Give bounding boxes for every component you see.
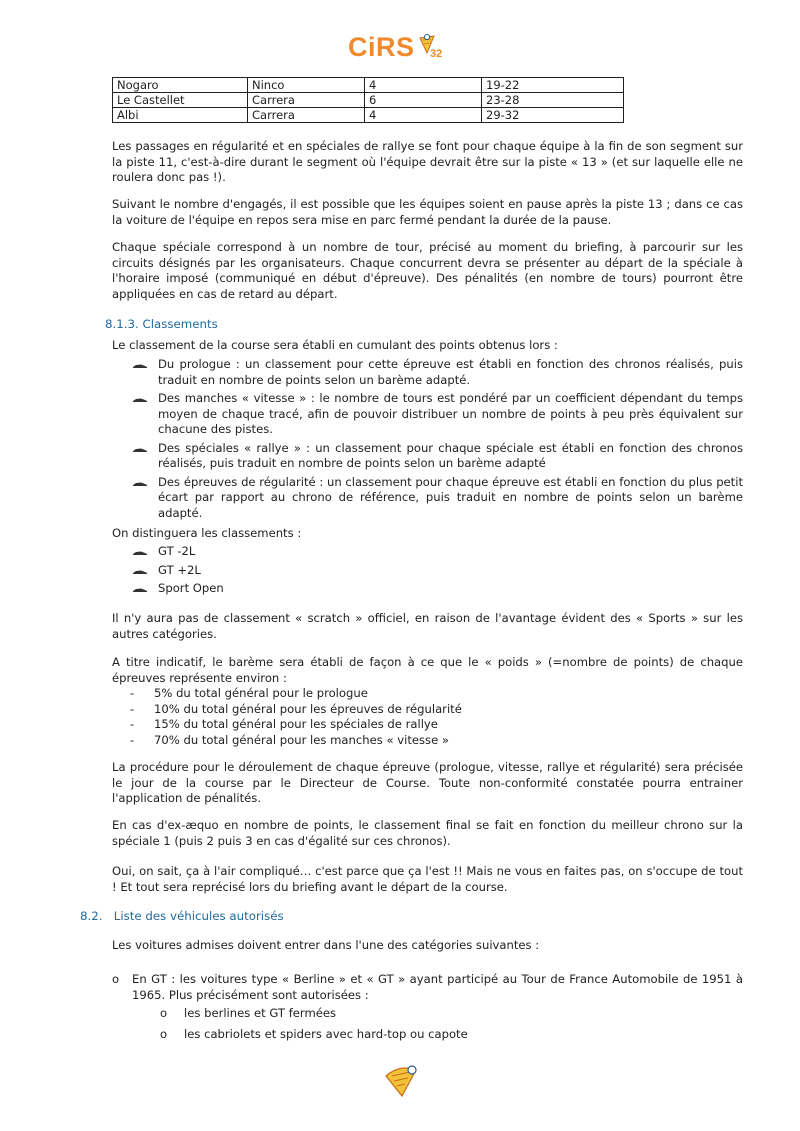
table-cell: Carrera [248, 93, 365, 108]
table-cell: Nogaro [113, 78, 248, 93]
table-cell: Carrera [248, 108, 365, 123]
points-list-item-text: Des spéciales « rallye » : un classement pour chaque spéciale est établi en fonction des chronos réalisés, puis traduit en nombre de points selon un barème adapté [158, 440, 743, 470]
gt-sub-text: les cabriolets et spiders avec hard-top ou capote [184, 1027, 468, 1041]
classes-intro: On distinguera les classements : [112, 526, 302, 540]
paragraph-speciale: Chaque spéciale correspond à un nombre de tour, précisé au moment du briefing, à parcourir sur les circuits désignés par les organisateurs. Chaque concurrent devra se présenter au départ de la spéciale à l'horaire imposé (communiqué en début d'épreuve). Des pénalités (en nombre de tours) pourront être appliquées en cas de retard au départ. [112, 240, 743, 301]
class-list-item [133, 563, 743, 579]
class-list-item-text: Sport Open [158, 581, 224, 595]
gt-sub-item-1 [160, 1006, 720, 1022]
table-row [113, 93, 624, 108]
table-row [113, 78, 624, 93]
section-number: 8.2. [80, 909, 103, 923]
circle-bullet: o [160, 1006, 168, 1020]
table-cell: 6 [365, 93, 482, 108]
paragraph-bareme-intro: A titre indicatif, le barème sera établi de façon à ce que le « poids » (=nombre de points) de chaque épreuves représente environ : [112, 655, 743, 685]
car-bullet-icon [133, 447, 147, 453]
bareme-list-item [130, 686, 462, 702]
car-bullet-icon [133, 363, 147, 369]
section-title: Liste des véhicules autorisés [113, 909, 284, 923]
bareme-item-text: 10% du total général pour les épreuves de régularité [154, 701, 462, 716]
bareme-item-text: 15% du total général pour les spéciales de rallye [154, 717, 438, 731]
points-list-item [133, 475, 743, 522]
class-list-item-text: GT +2L [158, 562, 201, 577]
bareme-list-item [130, 717, 462, 733]
paragraph-pause: Suivant le nombre d'engagés, il est possible que les équipes soient en pause après la piste 13 ; dans ce cas la voiture de l'équipe en repos sera mise en parc fermé pendant la durée de la pause. [112, 197, 743, 227]
bareme-list [130, 686, 462, 748]
bareme-item-text: 5% du total général pour le prologue [154, 686, 368, 700]
circuits-table [112, 77, 624, 123]
bareme-item-text: 70% du total général pour les manches « vitesse » [154, 732, 449, 747]
gt-text: En GT : les voitures type « Berline » et « GT » ayant participé au Tour de France Automobile de 1951 à 1965. Plus précisément sont autorisées : [132, 972, 743, 1002]
table-cell: Albi [113, 108, 248, 123]
table-row [113, 108, 624, 123]
car-bullet-icon [133, 587, 147, 593]
table-cell: 29-32 [482, 108, 624, 123]
table-cell: 4 [365, 108, 482, 123]
section-heading-classements: 8.1.3. Classements [105, 317, 218, 331]
dash-bullet: - [130, 717, 135, 731]
dash-bullet: - [130, 701, 135, 716]
points-list-item [133, 391, 743, 438]
classes-list [133, 544, 743, 600]
paragraph-regularite: Les passages en régularité et en spéciales de rallye se font pour chaque équipe à la fin de son segment sur la piste 11, c'est-à-dire durant le segment où l'équipe devrait être sur la piste « 13 » (et sur laquelle elle ne roulera donc pas !). [112, 139, 743, 184]
table-cell: Le Castellet [113, 93, 248, 108]
points-list-item-text: Des manches « vitesse » : le nombre de tours est pondéré par un coefficient dépendant du temps moyen de chaque tracé, afin de pouvoir distribuer un nombre de points à peu près équivalent sur chacune des pistes. [158, 391, 743, 436]
gt-sub-text: les berlines et GT fermées [184, 1006, 337, 1020]
table-cell: 23-28 [482, 93, 624, 108]
cirs-logo [348, 30, 458, 66]
points-list-item [133, 357, 743, 388]
vehicules-intro: Les voitures admises doivent entrer dans l'une des catégories suivantes : [112, 938, 540, 952]
paragraph-scratch: Il n'y aura pas de classement « scratch » officiel, en raison de l'avantage évident des « Sports » sur les autres catégories. [112, 611, 743, 641]
points-list-item [133, 441, 743, 472]
points-list-item-text: Des épreuves de régularité : un classement pour chaque épreuve est établi en fonction du plus petit écart par rapport au chrono de référence, puis traduit en nombre de points selon un barème adapté. [158, 474, 743, 520]
bareme-list-item [130, 702, 462, 718]
car-bullet-icon [133, 550, 147, 556]
table-cell: 19-22 [482, 78, 624, 93]
logo-text: CiRS [348, 32, 415, 62]
points-list [133, 357, 743, 524]
car-bullet-icon [133, 481, 147, 487]
class-list-item-text: GT -2L [158, 544, 196, 558]
classements-intro: Le classement de la course sera établi en cumulant des points obtenus lors : [112, 338, 558, 352]
car-bullet-icon [133, 397, 147, 403]
table-cell: Ninco [248, 78, 365, 93]
gt-sub-item-2 [160, 1027, 720, 1043]
class-list-item [133, 581, 743, 597]
class-list-item [133, 544, 743, 560]
car-bullet-icon [133, 569, 147, 575]
paragraph-oui: Oui, on sait, ça à l'air compliqué… c'est parce que ça l'est !! Mais ne vous en faites pas, on s'occupe de tout ! Et tout sera reprécisé lors du briefing avant le départ de la course. [112, 864, 743, 894]
paragraph-procedure: La procédure pour le déroulement de chaque épreuve (prologue, vitesse, rallye et régularité) sera précisée le jour de la course par le Directeur de Course. Toute non-conformité constatée pourra entrainer l'application de pénalités. [112, 760, 743, 805]
points-list-item-text: Du prologue : un classement pour cette épreuve est établi en fonction des chronos réalisés, puis traduit en nombre de points selon un barème adapté. [158, 357, 743, 387]
footer-cone-icon [382, 1062, 422, 1098]
gt-item [112, 972, 743, 1003]
table-cell: 4 [365, 78, 482, 93]
logo-number: 32 [430, 48, 443, 60]
circle-bullet: o [112, 972, 120, 986]
dash-bullet: - [130, 732, 135, 747]
section-heading-vehicules [80, 909, 284, 923]
circle-bullet: o [160, 1027, 168, 1041]
paragraph-exaequo: En cas d'ex-æquo en nombre de points, le classement final se fait en fonction du meilleur chrono sur la spéciale 1 (puis 2 puis 3 en cas d'égalité sur ces chronos). [112, 818, 743, 848]
bareme-list-item [130, 733, 462, 749]
dash-bullet: - [130, 686, 135, 700]
